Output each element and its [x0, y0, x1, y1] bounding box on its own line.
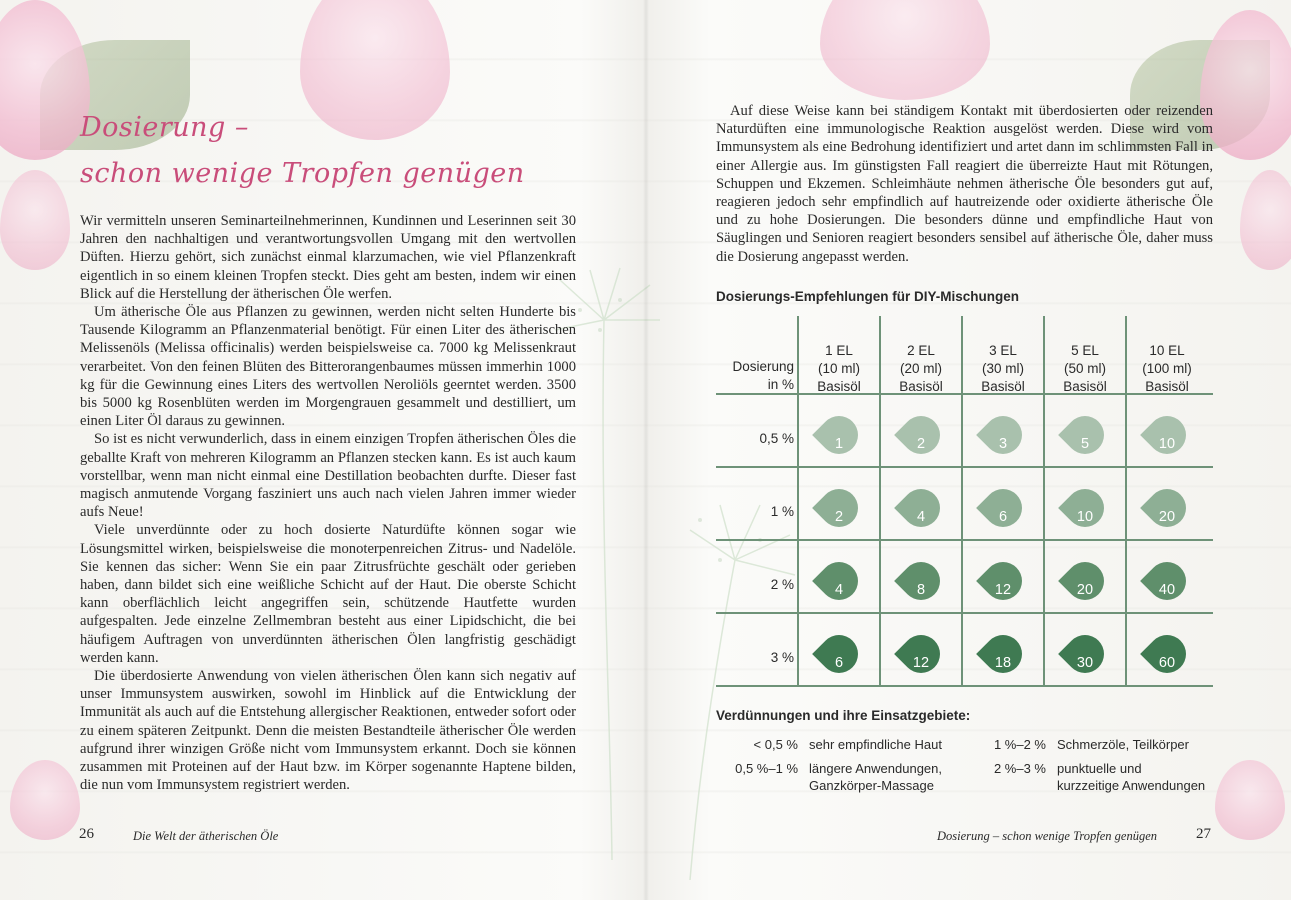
- drop-count: 4: [834, 581, 844, 598]
- corner-label: [726, 358, 794, 394]
- table-heading: Dosierungs-Empfehlungen für DIY-Mischungen: [716, 289, 1020, 304]
- paragraph: Um ätherische Öle aus Pflanzen zu gewinnen, werden nicht selten Hunderte bis Tausende Kilogramm an Pflanzenmaterial benötigt. Für einen Liter des ätherischen Melissenöls (Melissa officinalis) werden beispielsweise ca. 7000 kg Melissenkraut verarbeitet. Von den feinen Blüten des Bitterorangenbaumes müssen immerhin 1000 kg für die Gewinnung eines Liters des wertvollen Neroliöls geerntet werden. 3500 bis 5000 kg Rosenblüten werden im Morgengrauen gesammelt und destilliert, um einen Liter Öl daraus zu gewinnen.: [80, 304, 576, 430]
- drop-icon: [1058, 554, 1112, 608]
- drop-count: 1: [834, 435, 844, 452]
- drop-icon: [894, 408, 948, 462]
- column-header-line: Basisöl: [899, 379, 943, 394]
- blossom-decoration: [1200, 10, 1291, 160]
- drop-icon: [812, 554, 866, 608]
- column-header-line: Basisöl: [1063, 379, 1107, 394]
- column-header-line: 5 EL: [1071, 343, 1099, 358]
- drop-icon: [812, 481, 866, 535]
- dilution-use-line2: Ganzkörper-Massage: [809, 778, 934, 793]
- page-number: 26: [79, 826, 94, 842]
- drop-count: 20: [1076, 581, 1094, 598]
- row-label: 2 %: [770, 577, 794, 592]
- dilution-use: Schmerzöle, Teilkörper: [1057, 737, 1189, 752]
- column-header-line: (50 ml): [1063, 361, 1106, 376]
- dilution-use-line2: kurzzeitige Anwendungen: [1057, 778, 1206, 793]
- drop-icon: [894, 627, 948, 681]
- drop-count: 10: [1076, 508, 1094, 525]
- paragraph: So ist es nicht verwunderlich, dass in einem einzigen Tropfen ätherischen Öles die geballte Kraft von mehreren Kilogramm an Pflanzen stecken kann. Es ist auch kaum vorstellbar, wenn man nicht einmal eine Destillation beobachten durfte. Dieser fast magisch anmutende Vorgang fasziniert uns auch nach vielen Jahren immer wieder aufs Neue!: [80, 431, 576, 521]
- drop-count: 60: [1158, 654, 1176, 671]
- drop-count: 40: [1158, 581, 1176, 598]
- drop-count: 4: [916, 508, 926, 525]
- chapter-title-line2: schon wenige Tropfen genügen: [80, 158, 525, 189]
- drop-icon: [1140, 481, 1194, 535]
- paragraph: Die überdosierte Anwendung von vielen ätherischen Ölen kann sich negativ auf unser Immunsystem auswirken, sowohl im Hinblick auf die Entwicklung der Immunität als auch auf die Entstehung allergischer Reaktionen, entweder sofort oder zu einem späteren Zeitpunkt. Denn die meisten Bestandteile ätherischer Öle werden aufgrund ihrer winzigen Größe nicht vom Immunsystem erkannt. Doch sie können zusammen mit Proteinen auf der Haut bzw. im Körper sogenannte Haptene bilden, die nun vom Immunsystem registriert werden.: [80, 668, 576, 794]
- table-horizontal-rule: [716, 685, 1213, 687]
- drop-count: 6: [998, 508, 1008, 525]
- column-header-line: (30 ml): [981, 361, 1024, 376]
- drop-count: 10: [1158, 435, 1176, 452]
- blossom-decoration: [820, 0, 990, 100]
- row-label: 3 %: [770, 650, 794, 665]
- dilution-range: < 0,5 %: [753, 737, 798, 752]
- drop-icon: [1058, 408, 1112, 462]
- drop-count: 5: [1080, 435, 1090, 452]
- corner-label-line1: Dosierung: [732, 359, 794, 374]
- right-body-text: [716, 102, 1213, 266]
- column-header: [880, 342, 962, 396]
- dilution-use: [809, 760, 942, 794]
- row-label: 1 %: [770, 504, 794, 519]
- left-page: [0, 0, 645, 900]
- drop-count: 30: [1076, 654, 1094, 671]
- drop-icon: [812, 627, 866, 681]
- dilution-use: sehr empfindliche Haut: [809, 737, 942, 752]
- drop-icon: [976, 627, 1030, 681]
- column-header: [798, 342, 880, 396]
- column-header: [962, 342, 1044, 396]
- chapter-title-line1: Dosierung –: [80, 112, 249, 143]
- chapter-title: [80, 108, 525, 194]
- column-header-line: 10 EL: [1149, 343, 1185, 358]
- drop-icon: [976, 554, 1030, 608]
- paragraph: Wir vermitteln unseren Seminarteilnehmerinnen, Kundinnen und Leserinnen seit 30 Jahren den nachhaltigen und verantwortungsvollen Umgang mit den wertvollen Düften. Hierzu gehört, sich zunächst einmal klarzumachen, wie viel Pflanzenkraft eigentlich in so einem kleinen Tropfen steckt. Dies geht am besten, indem wir einen Blick auf die Herstellung der ätherischen Öle werfen.: [80, 213, 576, 302]
- page-number: 27: [1196, 826, 1211, 842]
- drop-icon: [976, 481, 1030, 535]
- running-head: Dosierung – schon wenige Tropfen genügen: [937, 829, 1158, 843]
- left-body-text: [80, 212, 576, 795]
- column-header-line: Basisöl: [981, 379, 1025, 394]
- column-header-line: 1 EL: [825, 343, 853, 358]
- drop-count: 2: [916, 435, 926, 452]
- drop-count: 18: [994, 654, 1012, 671]
- dilutions-heading: Verdünnungen und ihre Einsatzgebiete:: [716, 708, 971, 723]
- drop-icon: [1058, 481, 1112, 535]
- blossom-decoration: [1215, 760, 1285, 840]
- drop-count: 20: [1158, 508, 1176, 525]
- column-header-line: (20 ml): [899, 361, 942, 376]
- column-header-line: Basisöl: [1145, 379, 1189, 394]
- dilution-use-line1: längere Anwendungen,: [809, 761, 943, 776]
- drop-icon: [1058, 627, 1112, 681]
- column-header-line: 2 EL: [907, 343, 935, 358]
- table-horizontal-rule: [716, 612, 1213, 614]
- drop-count: 6: [834, 654, 844, 671]
- corner-label-line2: in %: [767, 377, 794, 392]
- drop-icon: [1140, 408, 1194, 462]
- paragraph: Viele unverdünnte oder zu hoch dosierte Naturdüfte können sogar wie Lösungsmittel wirken, beispielsweise die monoterpenreichen Zitrus- und Nadelöle. Sie kennen das sicher: Wenn Sie ein paar Zitrusfrüchte geschält oder gerieben haben, dann bildet sich eine weißliche Schicht auf der Haut. Die oberste Schicht kann oberflächlich leicht angegriffen sein, schützende Hautfette wurden aufgespalten. Jede einzelne Zellmembran besteht aus einer Lipidschicht, die bei häufigem Auftragen von unverdünnten ätherischen Ölen langfristig geschädigt werden kann.: [80, 522, 576, 666]
- table-horizontal-rule: [716, 466, 1213, 468]
- dilution-range: 0,5 %–1 %: [735, 761, 798, 776]
- column-header: [1126, 342, 1208, 396]
- drop-icon: [976, 408, 1030, 462]
- running-head: Die Welt der ätherischen Öle: [133, 829, 279, 843]
- drop-count: 12: [912, 654, 930, 671]
- drop-icon: [1140, 627, 1194, 681]
- column-header-line: 3 EL: [989, 343, 1017, 358]
- drop-count: 3: [998, 435, 1008, 452]
- column-header-line: (10 ml): [817, 361, 860, 376]
- dilution-use-line1: punktuelle und: [1057, 761, 1142, 776]
- table-horizontal-rule: [716, 539, 1213, 541]
- column-header-line: Basisöl: [817, 379, 861, 394]
- dosage-table: [716, 316, 1213, 691]
- drop-count: 12: [994, 581, 1012, 598]
- dilution-use: [1057, 760, 1205, 794]
- drop-count: 8: [916, 581, 926, 598]
- blossom-decoration: [1240, 170, 1291, 270]
- drop-icon: [1140, 554, 1194, 608]
- dilution-range: 2 %–3 %: [993, 761, 1046, 776]
- drop-count: 2: [834, 508, 844, 525]
- drop-icon: [894, 481, 948, 535]
- drop-icon: [812, 408, 866, 462]
- row-label: 0,5 %: [759, 431, 794, 446]
- paragraph: Auf diese Weise kann bei ständigem Kontakt mit überdosierten oder reizenden Naturdüften eine immunologische Reaktion ausgelöst werden. Diese wird vom Immunsystem als eine Bedrohung identifiziert und artet dann im schlimmsten Fall in einer Allergie aus. Im günstigsten Fall reagiert die überreizte Haut mit Rötungen, Schuppen und Ekzemen. Schleimhäute nehmen ätherische Öle besonders gut auf, reagieren jedoch sehr empfindlich auf hautreizende oder oxidierte ätherische Öle und zu hohe Dosierungen. Die besonders dünne und empfindliche Haut von Säuglingen und Senioren reagiert besonders sensibel auf ätherische Öle, daher muss die Dosierung angepasst werden.: [716, 103, 1213, 265]
- drop-icon: [894, 554, 948, 608]
- dilution-range: 1 %–2 %: [993, 737, 1046, 752]
- column-header-line: (100 ml): [1142, 361, 1192, 376]
- column-header: [1044, 342, 1126, 396]
